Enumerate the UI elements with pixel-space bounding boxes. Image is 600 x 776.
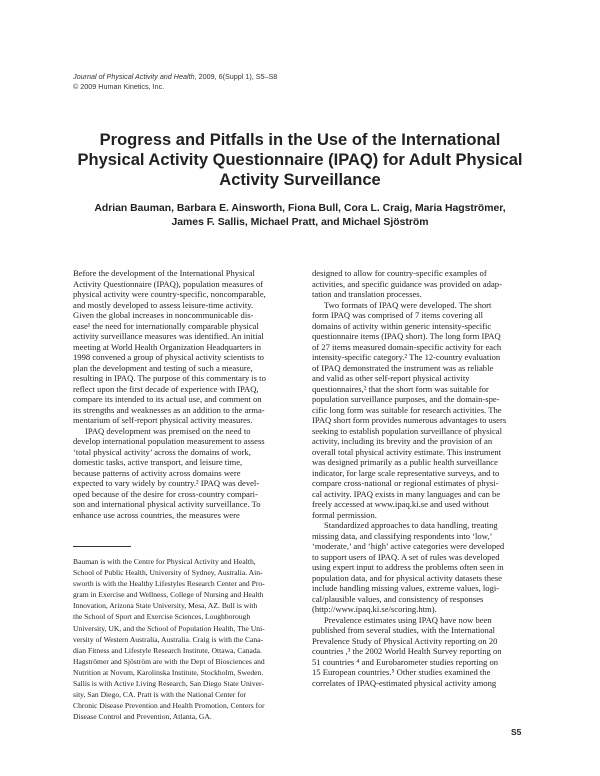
- body-text-line: Prevalence estimates using IPAQ have now been: [324, 614, 492, 625]
- body-text-line: intensity-specific category.² The 12-country evaluation: [312, 352, 501, 362]
- body-text-line: domains of activity within generic intensity-specific: [312, 320, 492, 331]
- body-text-line: correlates of IPAQ-estimated physical activity among: [312, 677, 497, 688]
- body-text-line: mentarium of self-report physical activity measures.: [73, 415, 253, 425]
- body-text-line: enhance use across countries, the measures were: [73, 509, 240, 520]
- body-column-left: [73, 268, 299, 520]
- article-title: [60, 130, 540, 190]
- body-text-line: compare its intended to its actual use, and comment on: [73, 394, 262, 404]
- body-text-line: using expert input to address the problems often seen in: [312, 562, 504, 572]
- footnote-line: Disease Control and Prevention, Atlanta, GA.: [73, 712, 212, 722]
- body-text-line: Activity Questionnaire (IPAQ), population measures of: [73, 278, 264, 289]
- body-text-line: countries ,³ the 2002 World Health Survey reporting on: [312, 646, 502, 656]
- footnote-line: dian Fitness and Lifestyle Research Institute, Ottawa, Canada.: [73, 645, 262, 655]
- body-text-line: questionnaires,² that the short form was suitable for: [312, 383, 489, 394]
- body-text-line: cal/plausible values, and consistency of responses: [312, 593, 484, 604]
- author-line: James F. Sallis, Michael Pratt, and Michael Sjöström: [171, 217, 429, 228]
- footnote-line: School of Public Health, University of Sydney, Australia. Ain-: [73, 568, 263, 578]
- body-text-line: Prevalence Study of Physical Activity reporting on 20: [312, 635, 498, 646]
- footnote-line: Bauman is with the Centre for Physical Activity and Health,: [73, 557, 256, 566]
- body-text-line: its strengths and weaknesses as an addition to the arma-: [73, 404, 265, 415]
- title-line: Progress and Pitfalls in the Use of the International: [99, 131, 501, 149]
- body-text-line: overall total physical activity estimate. This instrument: [312, 446, 502, 457]
- body-text-line: tation and translation processes.: [312, 289, 422, 299]
- body-text-line: include handling missing values, extreme values, logi-: [312, 583, 500, 593]
- footnote-line: versity of Western Australia, Australia. Craig is with the Cana-: [73, 634, 264, 644]
- footnote-line: the School of Sport and Exercise Sciences, Loughborough: [73, 612, 251, 622]
- body-text-line: ‘moderate,’ and ‘high’ active categories were developed: [312, 541, 505, 551]
- journal-header: [73, 72, 277, 92]
- body-text-line: population surveillance purposes, and the domain-spe-: [312, 394, 500, 404]
- body-text-line: son and international physical activity surveillance. To: [73, 499, 261, 509]
- journal-citation: [73, 72, 277, 82]
- body-text-line: and valid as other self-report physical activity: [312, 373, 470, 383]
- body-text-line: domestic tasks, active transport, and leisure time,: [73, 457, 243, 467]
- body-text-line: Standardized approaches to data handling, treating: [324, 520, 498, 530]
- body-text-line: 1998 convened a group of physical activity scientists to: [73, 352, 264, 362]
- body-text-line: Given the global increases in noncommunicable dis-: [73, 310, 254, 320]
- body-text-line: Two formats of IPAQ were developed. The short: [324, 299, 492, 310]
- body-text-line: of IPAQ demonstrated the instrument was as reliable: [312, 362, 494, 373]
- author-affiliations-footnote: [73, 556, 299, 722]
- footnote-line: Innovation, Arizona State University, Mesa, AZ. Bull is with: [73, 601, 258, 611]
- body-text-line: meeting at World Health Organization Headquarters in: [73, 341, 261, 352]
- body-text-line: indicator, for large scale representative surveys, and to: [312, 467, 500, 478]
- body-text-line: reflect upon the first decade of experience with IPAQ,: [73, 383, 259, 394]
- body-text-line: 15 European countries.⁵ Other studies examined the: [312, 667, 491, 677]
- body-text-line: Before the development of the International Physical: [73, 268, 255, 278]
- body-text-line: ‘total physical activity’ across the domains of work,: [73, 446, 251, 457]
- journal-issue: , 2009, 6(Suppl 1), S5–S8: [194, 72, 278, 81]
- body-text-line: form IPAQ was comprised of 7 items covering all: [312, 310, 484, 320]
- body-text-line: compare cross-national or regional estimates of physi-: [312, 478, 499, 488]
- page-number: S5: [511, 727, 522, 737]
- footnote-line: Chronic Disease Prevention and Health Promotion, Centers for: [73, 701, 265, 711]
- body-text-line: published from several studies, with the International: [312, 625, 496, 635]
- footnote-line: University, UK, and the School of Population Health, The Uni-: [73, 623, 265, 633]
- footnote-line: Sallis is with Active Living Research, San Diego State Univer-: [73, 679, 264, 689]
- body-text-line: activities, and specific guidance was provided on adap-: [312, 278, 502, 289]
- body-text-line: seeking to establish population surveillance of physical: [312, 425, 502, 436]
- body-text-line: IPAQ development was premised on the need to: [85, 425, 251, 436]
- author-line: Adrian Bauman, Barbara E. Ainsworth, Fiona Bull, Cora L. Craig, Maria Hagströmer,: [94, 203, 506, 214]
- footnote-divider: [73, 546, 131, 547]
- body-text-line: of 27 items measured domain-specific activity for each: [312, 341, 502, 352]
- body-text-line: and mostly developed to assess leisure-time activity.: [73, 299, 254, 310]
- body-text-line: formal permission.: [312, 509, 377, 520]
- body-text-line: expected to vary widely by country.² IPAQ was devel-: [73, 478, 260, 488]
- body-text-line: oped because of the desire for cross-country compari-: [73, 488, 258, 499]
- footnote-line: Nutrition at Novum, Karolinska Institute, Stockholm, Sweden.: [73, 667, 264, 677]
- body-text-line: to support users of IPAQ. A set of rules was developed: [312, 551, 500, 562]
- body-text-line: resulting in IPAQ. The purpose of this commentary is to: [73, 373, 266, 383]
- body-text-line: freely accessed at www.ipaq.ki.se and used without: [312, 499, 489, 509]
- body-text-line: questionnaire items (IPAQ short). The long form IPAQ: [312, 331, 501, 341]
- body-text-line: plan the development and testing of such a measure,: [73, 362, 253, 373]
- footnote-line: gram in Exercise and Wellness, College of Nursing and Health: [73, 590, 264, 600]
- body-text-line: activity surveillance measures was identified. An initial: [73, 331, 264, 341]
- author-list: [60, 202, 540, 230]
- footnote-line: Hagströmer and Sjöström are with the Dept of Biosciences and: [73, 656, 265, 666]
- body-text-line: population data, and for physical activity datasets these: [312, 572, 502, 583]
- journal-name: Journal of Physical Activity and Health: [73, 72, 195, 81]
- title-line: Physical Activity Questionnaire (IPAQ) for Adult Physical: [77, 151, 523, 169]
- journal-copyright: © 2009 Human Kinetics, Inc.: [73, 82, 165, 91]
- body-text-line: missing data, and classifying respondents into ‘low,’: [312, 530, 493, 541]
- body-text-line: was designed primarily as a public health surveillance: [312, 457, 498, 467]
- body-column-right: [312, 268, 538, 688]
- body-text-line: cific long form was suitable for research activities. The: [312, 404, 502, 415]
- body-text-line: activity, including its brevity and the provision of an: [312, 436, 493, 446]
- body-text-line: IPAQ short form provides numerous advantages to users: [312, 415, 507, 425]
- body-text-line: because patterns of activity across domains were: [73, 467, 241, 478]
- title-line: Activity Surveillance: [219, 171, 381, 189]
- body-text-line: cal activity. IPAQ exists in many languages and can be: [312, 488, 501, 499]
- body-text-line: develop international population measurement to assess: [73, 436, 265, 446]
- body-text-line: physical activity were country-specific, noncomparable,: [73, 289, 266, 299]
- body-text-line: 51 countries ⁴ and Eurobarometer studies reporting on: [312, 656, 499, 667]
- body-text-line: designed to allow for country-specific examples of: [312, 268, 487, 278]
- body-text-line: (http://www.ipaq.ki.se/scoring.htm).: [312, 604, 437, 614]
- footnote-line: sity, San Diego, CA. Pratt is with the National Center for: [73, 690, 247, 700]
- body-text-line: ease¹ the need for internationally comparable physical: [73, 320, 259, 331]
- footnote-line: sworth is with the Healthy Lifestyles Research Center and Pro-: [73, 579, 265, 589]
